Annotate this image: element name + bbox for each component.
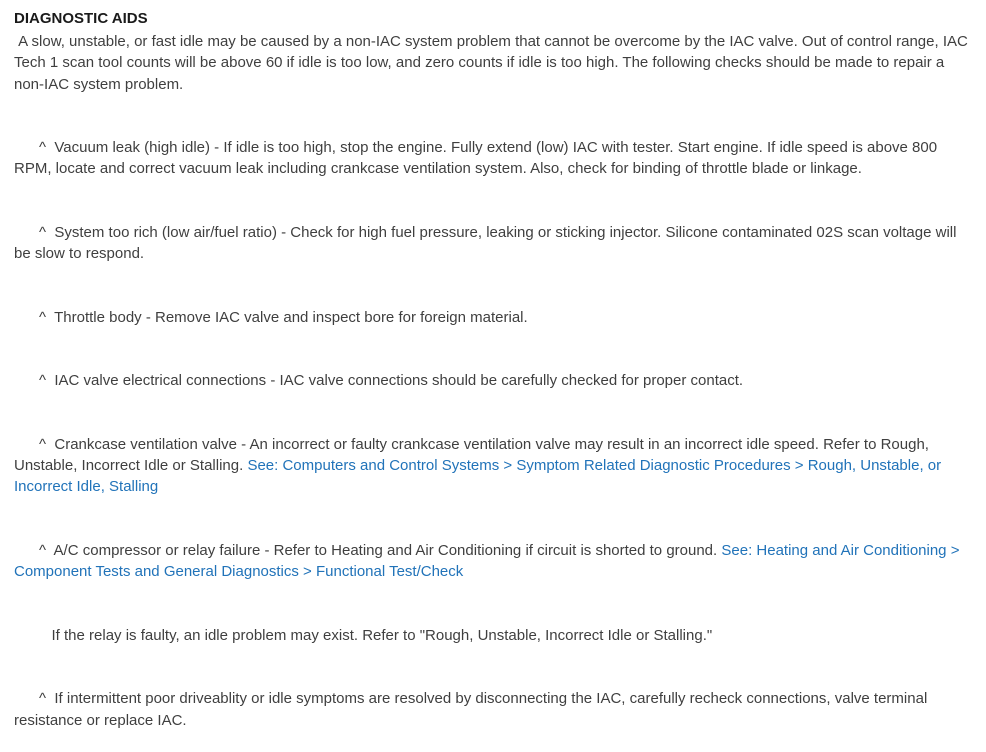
item-crankcase-ventilation-valve: [14, 413, 972, 519]
item-text: ^ System too rich (low air/fuel ratio) - Check for high fuel pressure, leaking or sticking injector. Silicone contaminated 02S scan voltage will be slow to respond.: [14, 223, 961, 263]
item-system-too-rich: [14, 201, 972, 286]
item-text: ^ If intermittent poor driveablity or idle symptoms are resolved by disconnecting the IAC, carefully recheck connections, valve terminal resistance or replace IAC.: [14, 690, 932, 729]
item-text: ^ Crankcase ventilation valve - An incorrect or faulty crankcase ventilation valve may result in an incorrect idle speed. Refer to Rough, Unstable, Incorrect Idle or Stalling.: [14, 435, 934, 475]
item-text: ^ IAC valve electrical connections - IAC valve connections should be carefully checked for proper contact.: [30, 372, 744, 390]
diagnostic-items-list: [14, 116, 972, 752]
item-iac-electrical-connections: [14, 349, 972, 413]
item-throttle-body: [14, 285, 972, 349]
item-intermittent-driveability: [14, 667, 972, 752]
item-text: If the relay is faulty, an idle problem may exist. Refer to "Rough, Unstable, Incorrect Idle or Stalling.": [30, 626, 713, 644]
intro-paragraph: A slow, unstable, or fast idle may be caused by a non-IAC system problem that cannot be overcome by the IAC valve. Out of control range, IAC Tech 1 scan tool counts will be above 60 if idle is too low, and zero counts if idle is too high. The following checks should be made to repair a non-IAC system problem.: [14, 33, 972, 93]
link-functional-test-check[interactable]: See: Heating and Air Conditioning > Component Tests and General Diagnostics > Functional Test/Check: [14, 541, 964, 581]
item-vacuum-leak: [14, 116, 972, 201]
item-ac-compressor-relay-failure: [14, 519, 972, 604]
item-text: ^ A/C compressor or relay failure - Refer to Heating and Air Conditioning if circuit is shorted to ground.: [30, 541, 722, 559]
item-text: ^ Vacuum leak (high idle) - If idle is too high, stop the engine. Fully extend (low) IAC with tester. Start engine. If idle speed is above 800 RPM, locate and correct vacuum leak including crankcase ventilation system. Also, check for binding of throttle blade or linkage.: [14, 139, 942, 178]
item-text: ^ Throttle body - Remove IAC valve and inspect bore for foreign material.: [30, 308, 528, 326]
page-title: DIAGNOSTIC AIDS: [14, 10, 148, 27]
item-relay-faulty-note: [14, 603, 972, 667]
link-rough-unstable-incorrect-idle-stalling[interactable]: See: Computers and Control Systems > Symptom Related Diagnostic Procedures > Rough, Unstable, or Incorrect Idle, Stalling: [14, 457, 946, 496]
